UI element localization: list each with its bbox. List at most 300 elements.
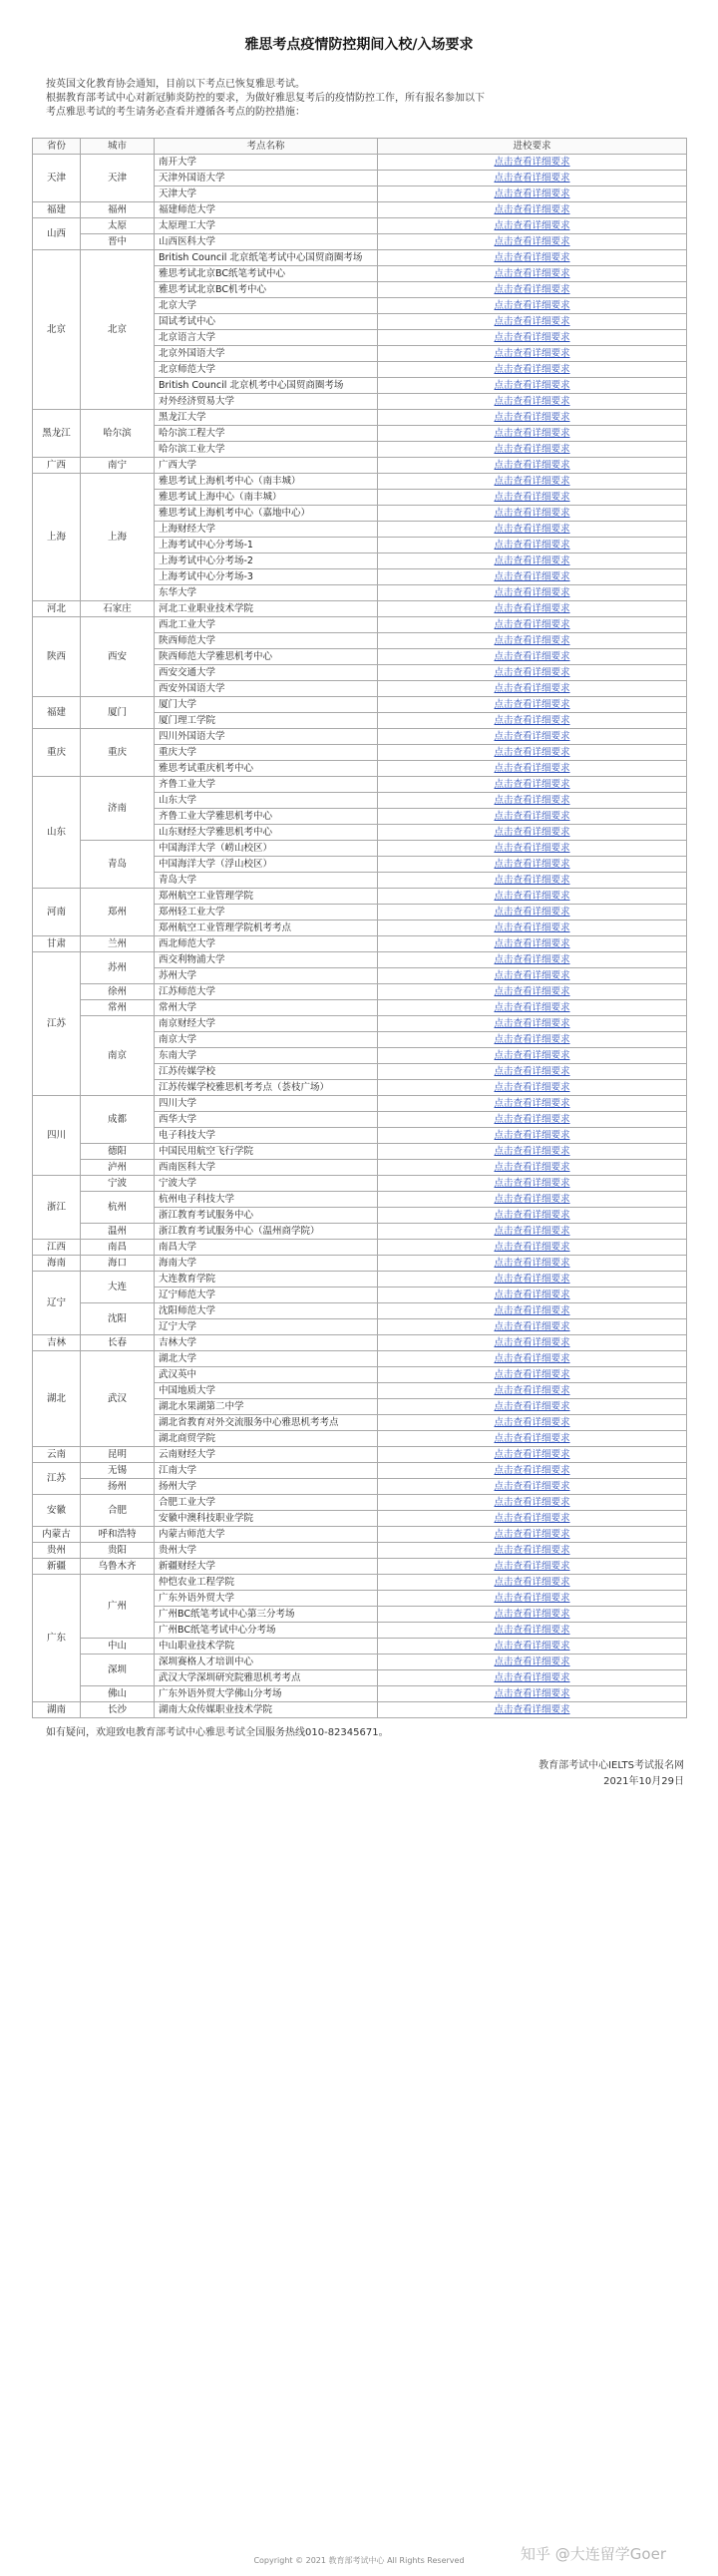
requirements-cell xyxy=(378,968,687,984)
view-requirements-link[interactable]: 点击查看详细要求 xyxy=(494,1321,570,1332)
view-requirements-link[interactable]: 点击查看详细要求 xyxy=(494,204,570,215)
city-cell: 德阳 xyxy=(81,1144,155,1160)
city-cell: 南昌 xyxy=(81,1240,155,1256)
requirements-cell xyxy=(378,298,687,314)
city-cell: 厦门 xyxy=(81,697,155,729)
city-cell: 哈尔滨 xyxy=(81,410,155,458)
venue-name-cell: 广州BC纸笔考试中心第三分考场 xyxy=(155,1607,378,1623)
copyright: Copyright © 2021 教育部考试中心 All Rights Reserved xyxy=(253,2556,465,2565)
venue-name-cell: 中国地质大学 xyxy=(155,1383,378,1399)
view-requirements-link[interactable]: 点击查看详细要求 xyxy=(494,1066,570,1077)
venue-name-cell: 国试考试中心 xyxy=(155,314,378,330)
table-row xyxy=(33,410,687,426)
view-requirements-link[interactable]: 点击查看详细要求 xyxy=(494,1577,570,1588)
venue-name-cell: 东华大学 xyxy=(155,585,378,601)
view-requirements-link[interactable]: 点击查看详细要求 xyxy=(494,380,570,391)
view-requirements-link[interactable]: 点击查看详细要求 xyxy=(494,986,570,997)
view-requirements-link[interactable]: 点击查看详细要求 xyxy=(494,524,570,535)
requirements-cell xyxy=(378,777,687,793)
province-cell: 江西 xyxy=(33,1240,81,1256)
view-requirements-link[interactable]: 点击查看详细要求 xyxy=(494,938,570,949)
table-row xyxy=(33,697,687,713)
view-requirements-link[interactable]: 点击查看详细要求 xyxy=(494,827,570,838)
requirements-cell xyxy=(378,1639,687,1655)
requirements-cell xyxy=(378,1559,687,1575)
requirements-cell xyxy=(378,218,687,234)
view-requirements-link[interactable]: 点击查看详细要求 xyxy=(494,348,570,359)
table-row xyxy=(33,729,687,745)
venue-table xyxy=(32,138,687,1718)
city-cell: 贵阳 xyxy=(81,1543,155,1559)
requirements-cell xyxy=(378,1670,687,1686)
requirements-cell xyxy=(378,681,687,697)
view-requirements-link[interactable]: 点击查看详细要求 xyxy=(494,603,570,614)
view-requirements-link[interactable]: 点击查看详细要求 xyxy=(494,476,570,487)
view-requirements-link[interactable]: 点击查看详细要求 xyxy=(494,747,570,758)
requirements-cell xyxy=(378,1288,687,1303)
intro-line-1: 按英国文化教育协会通知，目前以下考点已恢复雅思考试。 xyxy=(46,79,305,90)
view-requirements-link[interactable]: 点击查看详细要求 xyxy=(494,970,570,981)
view-requirements-link[interactable]: 点击查看详细要求 xyxy=(494,316,570,327)
province-cell: 上海 xyxy=(33,474,81,601)
venue-name-cell: 湖北省教育对外交流服务中心雅思机考考点 xyxy=(155,1415,378,1431)
table-row xyxy=(33,601,687,617)
view-requirements-link[interactable]: 点击查看详细要求 xyxy=(494,412,570,423)
view-requirements-link[interactable]: 点击查看详细要求 xyxy=(494,1481,570,1492)
table-row xyxy=(33,458,687,474)
venue-name-cell: 南昌大学 xyxy=(155,1240,378,1256)
requirements-cell xyxy=(378,1016,687,1032)
view-requirements-link[interactable]: 点击查看详细要求 xyxy=(494,1162,570,1173)
view-requirements-link[interactable]: 点击查看详细要求 xyxy=(494,396,570,407)
view-requirements-link[interactable]: 点击查看详细要求 xyxy=(494,922,570,933)
view-requirements-link[interactable]: 点击查看详细要求 xyxy=(494,555,570,566)
venue-name-cell: 常州大学 xyxy=(155,1000,378,1016)
view-requirements-link[interactable]: 点击查看详细要求 xyxy=(494,1130,570,1141)
venue-name-cell: 电子科技大学 xyxy=(155,1128,378,1144)
venue-name-cell: 中国民用航空飞行学院 xyxy=(155,1144,378,1160)
table-row xyxy=(33,1351,687,1367)
requirements-cell xyxy=(378,282,687,298)
venue-name-cell: 雅思考试北京BC机考中心 xyxy=(155,282,378,298)
view-requirements-link[interactable]: 点击查看详细要求 xyxy=(494,540,570,551)
city-cell: 福州 xyxy=(81,202,155,218)
view-requirements-link[interactable]: 点击查看详细要求 xyxy=(494,364,570,375)
view-requirements-link[interactable]: 点击查看详细要求 xyxy=(494,1449,570,1460)
venue-name-cell: 北京语言大学 xyxy=(155,330,378,346)
city-cell: 晋中 xyxy=(81,234,155,250)
requirements-cell xyxy=(378,1272,687,1288)
table-row xyxy=(33,1479,687,1495)
table-row xyxy=(33,1000,687,1016)
city-cell: 大连 xyxy=(81,1272,155,1303)
view-requirements-link[interactable]: 点击查看详细要求 xyxy=(494,635,570,646)
venue-name-cell: 湖南大众传媒职业技术学院 xyxy=(155,1702,378,1718)
view-requirements-link[interactable]: 点击查看详细要求 xyxy=(494,1194,570,1205)
view-requirements-link[interactable]: 点击查看详细要求 xyxy=(494,907,570,918)
table-row xyxy=(33,1655,687,1670)
requirements-cell xyxy=(378,1000,687,1016)
view-requirements-link[interactable]: 点击查看详细要求 xyxy=(494,699,570,710)
requirements-cell xyxy=(378,569,687,585)
venue-name-cell: 西安外国语大学 xyxy=(155,681,378,697)
view-requirements-link[interactable]: 点击查看详细要求 xyxy=(494,1098,570,1109)
city-cell: 南宁 xyxy=(81,458,155,474)
city-cell: 深圳 xyxy=(81,1655,155,1686)
table-row xyxy=(33,1192,687,1208)
view-requirements-link[interactable]: 点击查看详细要求 xyxy=(494,1497,570,1508)
view-requirements-link[interactable]: 点击查看详细要求 xyxy=(494,252,570,263)
requirements-cell xyxy=(378,1096,687,1112)
venue-name-cell: 深圳赛格人才培训中心 xyxy=(155,1655,378,1670)
venue-name-cell: 中国海洋大学（崂山校区） xyxy=(155,841,378,857)
requirements-cell xyxy=(378,1335,687,1351)
requirements-cell xyxy=(378,1224,687,1240)
requirements-cell xyxy=(378,841,687,857)
view-requirements-link[interactable]: 点击查看详细要求 xyxy=(494,1561,570,1572)
venue-name-cell: 陕西师范大学雅思机考中心 xyxy=(155,649,378,665)
province-cell: 江苏 xyxy=(33,1463,81,1495)
view-requirements-link[interactable]: 点击查看详细要求 xyxy=(494,1656,570,1667)
venue-name-cell: 合肥工业大学 xyxy=(155,1495,378,1511)
view-requirements-link[interactable]: 点击查看详细要求 xyxy=(494,1146,570,1157)
venue-name-cell: 山东大学 xyxy=(155,793,378,809)
venue-name-cell: 大连教育学院 xyxy=(155,1272,378,1288)
view-requirements-link[interactable]: 点击查看详细要求 xyxy=(494,508,570,519)
province-cell: 湖北 xyxy=(33,1351,81,1447)
table-row xyxy=(33,1176,687,1192)
province-cell: 贵州 xyxy=(33,1543,81,1559)
view-requirements-link[interactable]: 点击查看详细要求 xyxy=(494,1002,570,1013)
footer-date: 2021年10月29日 xyxy=(603,1776,684,1787)
province-cell: 山西 xyxy=(33,218,81,250)
venue-name-cell: 南京财经大学 xyxy=(155,1016,378,1032)
column-header-province: 省份 xyxy=(33,139,81,155)
requirements-cell xyxy=(378,873,687,889)
requirements-cell xyxy=(378,601,687,617)
column-header-city: 城市 xyxy=(81,139,155,155)
table-row xyxy=(33,984,687,1000)
requirements-cell xyxy=(378,665,687,681)
city-cell: 徐州 xyxy=(81,984,155,1000)
venue-name-cell: 吉林大学 xyxy=(155,1335,378,1351)
view-requirements-link[interactable]: 点击查看详细要求 xyxy=(494,891,570,902)
requirements-cell xyxy=(378,186,687,202)
requirements-cell xyxy=(378,761,687,777)
city-cell: 青岛 xyxy=(81,841,155,889)
requirements-cell xyxy=(378,1527,687,1543)
venue-name-cell: 北京师范大学 xyxy=(155,362,378,378)
table-row xyxy=(33,1096,687,1112)
venue-name-cell: 辽宁师范大学 xyxy=(155,1288,378,1303)
requirements-cell xyxy=(378,936,687,952)
view-requirements-link[interactable]: 点击查看详细要求 xyxy=(494,1178,570,1189)
view-requirements-link[interactable]: 点击查看详细要求 xyxy=(494,1289,570,1300)
requirements-cell xyxy=(378,155,687,171)
view-requirements-link[interactable]: 点击查看详细要求 xyxy=(494,1082,570,1093)
requirements-cell xyxy=(378,426,687,442)
view-requirements-link[interactable]: 点击查看详细要求 xyxy=(494,795,570,806)
view-requirements-link[interactable]: 点击查看详细要求 xyxy=(494,1337,570,1348)
requirements-cell xyxy=(378,649,687,665)
view-requirements-link[interactable]: 点击查看详细要求 xyxy=(494,1242,570,1253)
venue-name-cell: 江苏师范大学 xyxy=(155,984,378,1000)
requirements-cell xyxy=(378,538,687,553)
table-row xyxy=(33,1463,687,1479)
table-row xyxy=(33,1686,687,1702)
requirements-cell xyxy=(378,1447,687,1463)
view-requirements-link[interactable]: 点击查看详细要求 xyxy=(494,1305,570,1316)
table-header-row xyxy=(33,139,687,155)
venue-name-cell: 海南大学 xyxy=(155,1256,378,1272)
view-requirements-link[interactable]: 点击查看详细要求 xyxy=(494,1018,570,1029)
venue-name-cell: 黑龙江大学 xyxy=(155,410,378,426)
view-requirements-link[interactable]: 点击查看详细要求 xyxy=(494,1625,570,1636)
province-cell: 天津 xyxy=(33,155,81,202)
table-row xyxy=(33,1144,687,1160)
venue-name-cell: 河北工业职业技术学院 xyxy=(155,601,378,617)
venue-name-cell: 福建师范大学 xyxy=(155,202,378,218)
view-requirements-link[interactable]: 点击查看详细要求 xyxy=(494,1641,570,1652)
view-requirements-link[interactable]: 点击查看详细要求 xyxy=(494,1529,570,1540)
requirements-cell xyxy=(378,1591,687,1607)
venue-name-cell: 沈阳师范大学 xyxy=(155,1303,378,1319)
requirements-cell xyxy=(378,745,687,761)
requirements-cell xyxy=(378,171,687,186)
city-cell: 太原 xyxy=(81,218,155,234)
venue-name-cell: 齐鲁工业大学雅思机考中心 xyxy=(155,809,378,825)
view-requirements-link[interactable]: 点击查看详细要求 xyxy=(494,731,570,742)
view-requirements-link[interactable]: 点击查看详细要求 xyxy=(494,683,570,694)
view-requirements-link[interactable]: 点击查看详细要求 xyxy=(494,1226,570,1237)
requirements-cell xyxy=(378,410,687,426)
view-requirements-link[interactable]: 点击查看详细要求 xyxy=(494,1593,570,1604)
table-row xyxy=(33,1160,687,1176)
requirements-cell xyxy=(378,1160,687,1176)
view-requirements-link[interactable]: 点击查看详细要求 xyxy=(494,779,570,790)
venue-name-cell: 四川外国语大学 xyxy=(155,729,378,745)
view-requirements-link[interactable]: 点击查看详细要求 xyxy=(494,1353,570,1364)
venue-name-cell: 西华大学 xyxy=(155,1112,378,1128)
venue-name-cell: 江南大学 xyxy=(155,1463,378,1479)
venue-name-cell: 扬州大学 xyxy=(155,1479,378,1495)
view-requirements-link[interactable]: 点击查看详细要求 xyxy=(494,332,570,343)
requirements-cell xyxy=(378,234,687,250)
venue-name-cell: 广西大学 xyxy=(155,458,378,474)
view-requirements-link[interactable]: 点击查看详细要求 xyxy=(494,1672,570,1683)
venue-name-cell: 武汉英中 xyxy=(155,1367,378,1383)
view-requirements-link[interactable]: 点击查看详细要求 xyxy=(494,619,570,630)
venue-name-cell: 四川大学 xyxy=(155,1096,378,1112)
requirements-cell xyxy=(378,857,687,873)
view-requirements-link[interactable]: 点击查看详细要求 xyxy=(494,1545,570,1556)
requirements-cell xyxy=(378,1048,687,1064)
view-requirements-link[interactable]: 点击查看详细要求 xyxy=(494,1513,570,1524)
table-row xyxy=(33,1240,687,1256)
table-row xyxy=(33,1272,687,1288)
table-row xyxy=(33,1224,687,1240)
venue-name-cell: 西南医科大学 xyxy=(155,1160,378,1176)
venue-name-cell: 南京大学 xyxy=(155,1032,378,1048)
view-requirements-link[interactable]: 点击查看详细要求 xyxy=(494,428,570,439)
requirements-cell xyxy=(378,362,687,378)
requirements-cell xyxy=(378,1686,687,1702)
venue-name-cell: 哈尔滨工业大学 xyxy=(155,442,378,458)
requirements-cell xyxy=(378,1655,687,1670)
venue-name-cell: 北京大学 xyxy=(155,298,378,314)
view-requirements-link[interactable]: 点击查看详细要求 xyxy=(494,492,570,503)
column-header-venue: 考点名称 xyxy=(155,139,378,155)
requirements-cell xyxy=(378,1351,687,1367)
table-row xyxy=(33,1527,687,1543)
requirements-cell xyxy=(378,617,687,633)
venue-name-cell: 北京外国语大学 xyxy=(155,346,378,362)
province-cell: 安徽 xyxy=(33,1495,81,1527)
province-cell: 黑龙江 xyxy=(33,410,81,458)
city-cell: 佛山 xyxy=(81,1686,155,1702)
requirements-cell xyxy=(378,474,687,490)
province-cell: 浙江 xyxy=(33,1176,81,1240)
view-requirements-link[interactable]: 点击查看详细要求 xyxy=(494,843,570,854)
city-cell: 兰州 xyxy=(81,936,155,952)
table-row xyxy=(33,155,687,171)
view-requirements-link[interactable]: 点击查看详细要求 xyxy=(494,587,570,598)
requirements-cell xyxy=(378,1319,687,1335)
view-requirements-link[interactable]: 点击查看详细要求 xyxy=(494,1401,570,1412)
view-requirements-link[interactable]: 点击查看详细要求 xyxy=(494,715,570,726)
view-requirements-link[interactable]: 点击查看详细要求 xyxy=(494,1704,570,1715)
view-requirements-link[interactable]: 点击查看详细要求 xyxy=(494,1034,570,1045)
view-requirements-link[interactable]: 点击查看详细要求 xyxy=(494,300,570,311)
view-requirements-link[interactable]: 点击查看详细要求 xyxy=(494,1114,570,1125)
view-requirements-link[interactable]: 点击查看详细要求 xyxy=(494,220,570,231)
city-cell: 温州 xyxy=(81,1224,155,1240)
requirements-cell xyxy=(378,330,687,346)
requirements-cell xyxy=(378,266,687,282)
view-requirements-link[interactable]: 点击查看详细要求 xyxy=(494,811,570,822)
city-cell: 杭州 xyxy=(81,1192,155,1224)
view-requirements-link[interactable]: 点击查看详细要求 xyxy=(494,1274,570,1285)
page-title: 雅思考点疫情防控期间入校/入场要求 xyxy=(244,37,474,53)
view-requirements-link[interactable]: 点击查看详细要求 xyxy=(494,667,570,678)
requirements-cell xyxy=(378,984,687,1000)
view-requirements-link[interactable]: 点击查看详细要求 xyxy=(494,1609,570,1620)
city-cell: 广州 xyxy=(81,1575,155,1639)
view-requirements-link[interactable]: 点击查看详细要求 xyxy=(494,444,570,455)
view-requirements-link[interactable]: 点击查看详细要求 xyxy=(494,236,570,247)
requirements-cell xyxy=(378,1479,687,1495)
venue-name-cell: 西北工业大学 xyxy=(155,617,378,633)
view-requirements-link[interactable]: 点击查看详细要求 xyxy=(494,859,570,870)
venue-name-cell: 广东外语外贸大学 xyxy=(155,1591,378,1607)
venue-name-cell: 苏州大学 xyxy=(155,968,378,984)
city-cell: 长沙 xyxy=(81,1702,155,1718)
view-requirements-link[interactable]: 点击查看详细要求 xyxy=(494,651,570,662)
table-row xyxy=(33,952,687,968)
view-requirements-link[interactable]: 点击查看详细要求 xyxy=(494,460,570,471)
venue-name-cell: 江苏传媒学校 xyxy=(155,1064,378,1080)
requirements-cell xyxy=(378,458,687,474)
requirements-cell xyxy=(378,1208,687,1224)
province-cell: 陕西 xyxy=(33,617,81,697)
requirements-cell xyxy=(378,1367,687,1383)
venue-name-cell: 浙江教育考试服务中心 xyxy=(155,1208,378,1224)
footer-org: 教育部考试中心IELTS考试报名网 xyxy=(538,1760,684,1771)
view-requirements-link[interactable]: 点击查看详细要求 xyxy=(494,1417,570,1428)
requirements-cell xyxy=(378,1080,687,1096)
view-requirements-link[interactable]: 点击查看详细要求 xyxy=(494,1465,570,1476)
view-requirements-link[interactable]: 点击查看详细要求 xyxy=(494,1385,570,1396)
view-requirements-link[interactable]: 点击查看详细要求 xyxy=(494,268,570,279)
province-cell: 河南 xyxy=(33,889,81,936)
province-cell: 湖南 xyxy=(33,1702,81,1718)
table-row xyxy=(33,1016,687,1032)
venue-name-cell: British Council 北京纸笔考试中心国贸商圈考场 xyxy=(155,250,378,266)
requirements-cell xyxy=(378,1128,687,1144)
view-requirements-link[interactable]: 点击查看详细要求 xyxy=(494,875,570,886)
venue-name-cell: 中国海洋大学（浮山校区） xyxy=(155,857,378,873)
venue-name-cell: 广州BC纸笔考试中心分考场 xyxy=(155,1623,378,1639)
venue-name-cell: 雅思考试北京BC纸笔考试中心 xyxy=(155,266,378,282)
table-row xyxy=(33,777,687,793)
requirements-cell xyxy=(378,346,687,362)
requirements-cell xyxy=(378,522,687,538)
city-cell: 武汉 xyxy=(81,1351,155,1447)
intro-line-3: 考点雅思考试的考生请务必查看并遵循各考点的防控措施： xyxy=(46,107,305,118)
view-requirements-link[interactable]: 点击查看详细要求 xyxy=(494,188,570,199)
venue-name-cell: 重庆大学 xyxy=(155,745,378,761)
view-requirements-link[interactable]: 点击查看详细要求 xyxy=(494,1258,570,1269)
view-requirements-link[interactable]: 点击查看详细要求 xyxy=(494,954,570,965)
city-cell: 北京 xyxy=(81,250,155,410)
view-requirements-link[interactable]: 点击查看详细要求 xyxy=(494,1433,570,1444)
city-cell: 合肥 xyxy=(81,1495,155,1527)
view-requirements-link[interactable]: 点击查看详细要求 xyxy=(494,1050,570,1061)
view-requirements-link[interactable]: 点击查看详细要求 xyxy=(494,571,570,582)
requirements-cell xyxy=(378,1303,687,1319)
city-cell: 宁波 xyxy=(81,1176,155,1192)
table-row xyxy=(33,1335,687,1351)
view-requirements-link[interactable]: 点击查看详细要求 xyxy=(494,1210,570,1221)
view-requirements-link[interactable]: 点击查看详细要求 xyxy=(494,1688,570,1699)
view-requirements-link[interactable]: 点击查看详细要求 xyxy=(494,157,570,168)
venue-name-cell: 湖北商贸学院 xyxy=(155,1431,378,1447)
venue-name-cell: British Council 北京机考中心国贸商圈考场 xyxy=(155,378,378,394)
requirements-cell xyxy=(378,1112,687,1128)
city-cell: 天津 xyxy=(81,155,155,202)
view-requirements-link[interactable]: 点击查看详细要求 xyxy=(494,763,570,774)
requirements-cell xyxy=(378,1240,687,1256)
view-requirements-link[interactable]: 点击查看详细要求 xyxy=(494,173,570,184)
venue-name-cell: 江苏传媒学校雅思机考考点（荟枝广场） xyxy=(155,1080,378,1096)
city-cell: 郑州 xyxy=(81,889,155,936)
venue-name-cell: 雅思考试上海机考中心（南丰城） xyxy=(155,474,378,490)
view-requirements-link[interactable]: 点击查看详细要求 xyxy=(494,284,570,295)
venue-name-cell: 厦门大学 xyxy=(155,697,378,713)
view-requirements-link[interactable]: 点击查看详细要求 xyxy=(494,1369,570,1380)
requirements-cell xyxy=(378,1032,687,1048)
venue-name-cell: 杭州电子科技大学 xyxy=(155,1192,378,1208)
venue-name-cell: 宁波大学 xyxy=(155,1176,378,1192)
venue-name-cell: 中山职业技术学院 xyxy=(155,1639,378,1655)
province-cell: 吉林 xyxy=(33,1335,81,1351)
requirements-cell xyxy=(378,825,687,841)
venue-name-cell: 郑州航空工业管理学院 xyxy=(155,889,378,905)
requirements-cell xyxy=(378,889,687,905)
city-cell: 呼和浩特 xyxy=(81,1527,155,1543)
requirements-cell xyxy=(378,442,687,458)
province-cell: 重庆 xyxy=(33,729,81,777)
